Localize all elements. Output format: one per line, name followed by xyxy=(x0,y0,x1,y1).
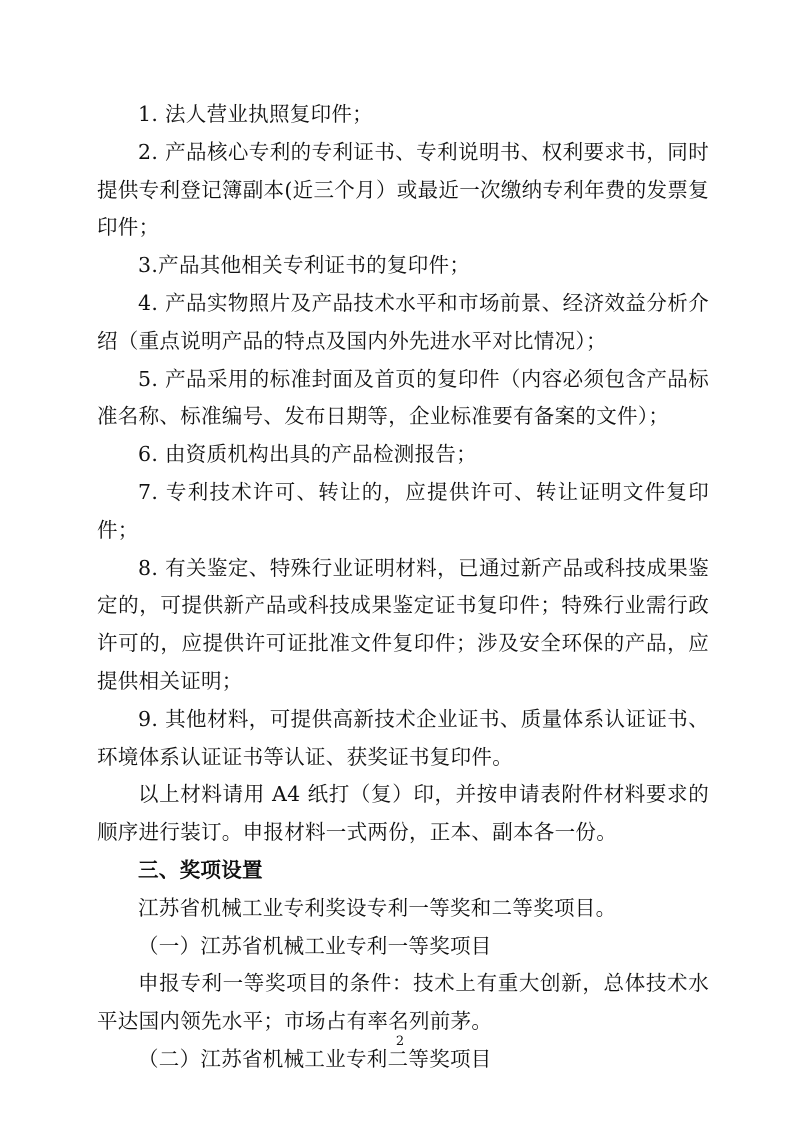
paragraph-material-9: 9. 其他材料，可提供高新技术企业证书、质量体系认证证书、环境体系认证证书等认证、获奖证书复印件。 xyxy=(97,706,709,769)
subheading-second-prize: （二）江苏省机械工业专利二等奖项目 xyxy=(138,1046,492,1071)
paragraph-material-3: 3.产品其他相关专利证书的复印件； xyxy=(138,253,471,278)
paragraph-material-6: 6. 由资质机构出具的产品检测报告； xyxy=(138,442,477,467)
paragraph-material-4: 4. 产品实物照片及产品技术水平和市场前景、经济效益分析介绍（重点说明产品的特点及国内外先进水平对比情况）； xyxy=(97,290,709,353)
section-heading-awards: 三、奖项设置 xyxy=(138,857,263,882)
paragraph-material-2: 2. 产品核心专利的专利证书、专利说明书、权利要求书，同时提供专利登记簿副本(近三个月）或最近一次缴纳专利年费的发票复印件； xyxy=(97,139,709,240)
page-number: 2 xyxy=(395,1034,405,1049)
paragraph-material-1: 1. 法人营业执照复印件； xyxy=(138,102,373,126)
document-body xyxy=(97,96,709,1079)
paragraph-material-7: 7. 专利技术许可、转让的，应提供许可、转让证明文件复印件； xyxy=(97,479,709,542)
paragraph-binding-note: 以上材料请用 A4 纸打（复）印，并按申请表附件材料要求的顺序进行装订。申报材料一式两份，正本、副本各一份。 xyxy=(97,782,709,845)
paragraph-first-prize-conditions: 申报专利一等奖项目的条件：技术上有重大创新，总体技术水平达国内领先水平；市场占有率名列前茅。 xyxy=(97,971,709,1034)
paragraph-material-8: 8. 有关鉴定、特殊行业证明材料，已通过新产品或科技成果鉴定的，可提供新产品或科技成果鉴定证书复印件；特殊行业需行政许可的，应提供许可证批准文件复印件；涉及安全环保的产品，应提供相关证明； xyxy=(97,555,709,693)
subheading-first-prize: （一）江苏省机械工业专利一等奖项目 xyxy=(138,933,492,958)
paragraph-material-5: 5. 产品采用的标准封面及首页的复印件（内容必须包含产品标准名称、标准编号、发布日期等，企业标准要有备案的文件）； xyxy=(97,366,709,429)
paragraph-award-intro: 江苏省机械工业专利奖设专利一等奖和二等奖项目。 xyxy=(138,895,617,920)
